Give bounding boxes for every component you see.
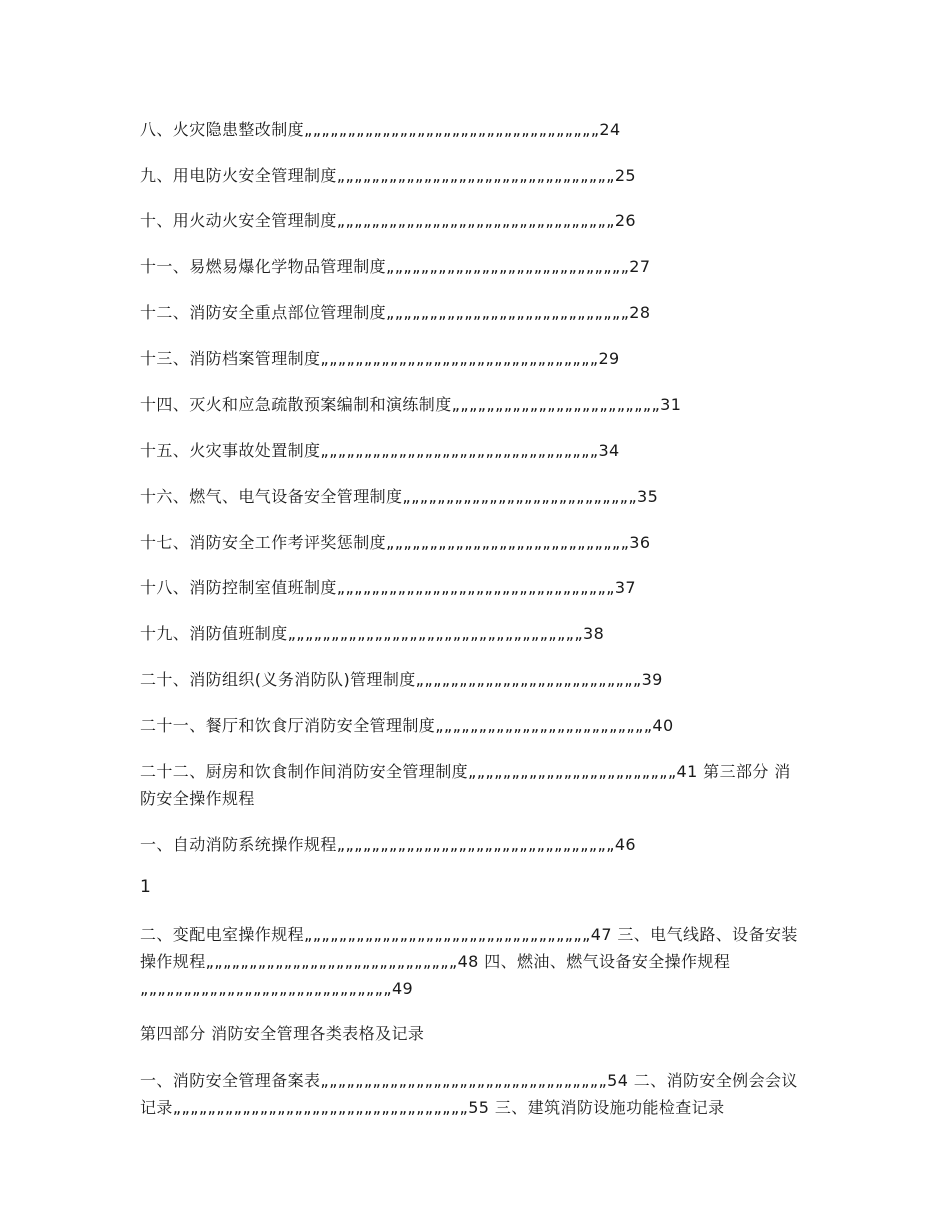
toc-entry-16: 十六、燃气、电气设备安全管理制度„„„„„„„„„„„„„„„„„„„„„„„„„„„35: [140, 487, 659, 506]
toc-entry-13: 十三、消防档案管理制度„„„„„„„„„„„„„„„„„„„„„„„„„„„„„„„„29: [140, 349, 620, 368]
toc-entry-22-and-part-3: 二十二、厨房和饮食制作间消防安全管理制度„„„„„„„„„„„„„„„„„„„„„„„„41 第三部分 消防安全操作规程: [140, 762, 791, 808]
toc-entry-21: 二十一、餐厅和饮食厅消防安全管理制度„„„„„„„„„„„„„„„„„„„„„„„„„40: [140, 716, 674, 735]
toc-part3-entries-2-4: 二、变配电室操作规程„„„„„„„„„„„„„„„„„„„„„„„„„„„„„„„„„47 三、电气线路、设备安装操作规程„„„„„„„„„„„„„„„„„„„„„„„„„„„„„48 四、燃油、燃气设备安全操作规程„„„„„„„„„„„„„„„„„„„„„„„„„„„„„49: [140, 925, 798, 998]
toc-entry-12: 十二、消防安全重点部位管理制度„„„„„„„„„„„„„„„„„„„„„„„„„„„„28: [140, 303, 651, 322]
toc-entry-10: 十、用火动火安全管理制度„„„„„„„„„„„„„„„„„„„„„„„„„„„„„„„„26: [140, 211, 637, 230]
toc-part3-entry-1: 一、自动消防系统操作规程„„„„„„„„„„„„„„„„„„„„„„„„„„„„„„„„46: [140, 835, 637, 854]
toc-entry-18: 十八、消防控制室值班制度„„„„„„„„„„„„„„„„„„„„„„„„„„„„„„„„37: [140, 578, 637, 597]
toc-entry-15: 十五、火灾事故处置制度„„„„„„„„„„„„„„„„„„„„„„„„„„„„„„„„34: [140, 441, 620, 460]
toc-entry-8: 八、火灾隐患整改制度„„„„„„„„„„„„„„„„„„„„„„„„„„„„„„„„„„24: [140, 120, 621, 139]
toc-part-4-heading: 第四部分 消防安全管理各类表格及记录: [140, 1024, 425, 1043]
toc-part4-entries: 一、消防安全管理备案表„„„„„„„„„„„„„„„„„„„„„„„„„„„„„„„„„54 二、消防安全例会会议记录„„„„„„„„„„„„„„„„„„„„„„„„„„„„„„„„„„55 三、建筑消防设施功能检查记录: [140, 1071, 798, 1117]
toc-entry-19: 十九、消防值班制度„„„„„„„„„„„„„„„„„„„„„„„„„„„„„„„„„„38: [140, 624, 605, 643]
page-number: 1: [140, 877, 151, 897]
toc-entry-14: 十四、灭火和应急疏散预案编制和演练制度„„„„„„„„„„„„„„„„„„„„„„„„31: [140, 395, 682, 414]
toc-entry-9: 九、用电防火安全管理制度„„„„„„„„„„„„„„„„„„„„„„„„„„„„„„„„25: [140, 166, 637, 185]
toc-entry-20: 二十、消防组织(义务消防队)管理制度„„„„„„„„„„„„„„„„„„„„„„„„„„39: [140, 670, 663, 689]
toc-entry-11: 十一、易燃易爆化学物品管理制度„„„„„„„„„„„„„„„„„„„„„„„„„„„„27: [140, 257, 651, 276]
toc-entry-17: 十七、消防安全工作考评奖惩制度„„„„„„„„„„„„„„„„„„„„„„„„„„„„36: [140, 533, 651, 552]
